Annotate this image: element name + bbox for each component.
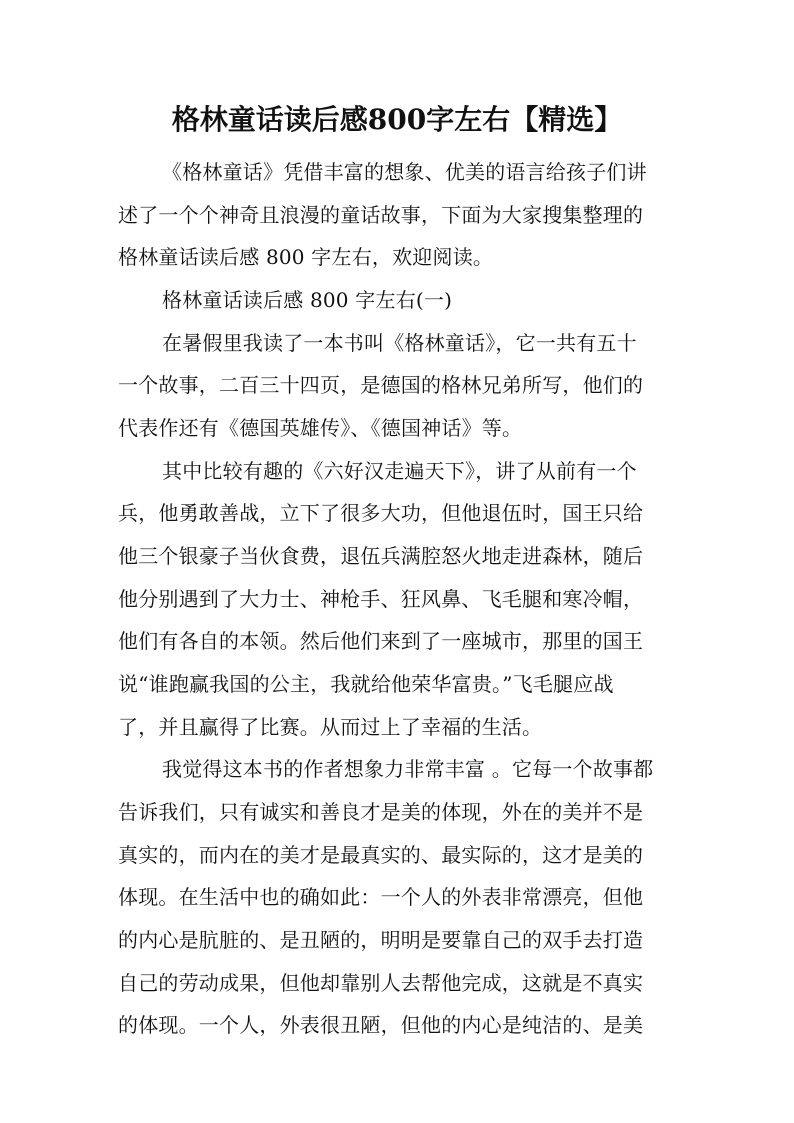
document-title: 格林童话读后感800字左右【精选】 <box>171 103 623 136</box>
paragraph-line: 体现。在生活中也的确如此：一个人的外表非常漂亮，但他 <box>118 885 644 909</box>
paragraph-line: 在暑假里我读了一本书叫《格林童话》，它一共有五十 <box>162 331 637 355</box>
paragraph-line: 的内心是肮脏的、是丑陋的，明明是要靠自己的双手去打造 <box>118 928 644 952</box>
paragraph-line: 他们有各自的本领。然后他们来到了一座城市，那里的国王 <box>118 629 644 653</box>
paragraph-line: 了，并且赢得了比赛。从而过上了幸福的生活。 <box>118 715 543 739</box>
paragraph-line: 他三个银豪子当伙食费，退伍兵满腔怒火地走进森林，随后 <box>118 544 644 568</box>
paragraph-line: 我觉得这本书的作者想象力非常丰富 。它每一个故事都 <box>162 757 654 781</box>
paragraph-line: 真实的，而内在的美才是最真实的、最实际的，这才是美的 <box>118 843 644 867</box>
paragraph-line: 《格林童话》凭借丰富的想象、优美的语言给孩子们讲 <box>162 160 647 184</box>
paragraph-line: 其中比较有趣的《六好汉走遍天下》，讲了从前有一个 <box>162 459 637 483</box>
paragraph-line: 述了一个个神奇且浪漫的童话故事，下面为大家搜集整理的 <box>118 203 644 227</box>
paragraph-line: 告诉我们，只有诚实和善良才是美的体现，外在的美并不是 <box>118 800 644 824</box>
paragraph-line: 代表作还有《德国英雄传》、《德国神话》等。 <box>118 416 523 440</box>
paragraph-line: 自己的劳动成果，但他却靠别人去帮他完成，这就是不真实 <box>118 971 644 995</box>
paragraph-line: 他分别遇到了大力士、神枪手、狂风鼻、飞毛腿和寒冷帽， <box>118 587 644 611</box>
paragraph-line: 一个故事，二百三十四页，是德国的格林兄弟所写，他们的 <box>118 373 644 397</box>
paragraph-line: 兵，他勇敢善战，立下了很多大功，但他退伍时，国王只给 <box>118 501 644 525</box>
paragraph-line: 说“谁跑赢我国的公主，我就给他荣华富贵。”飞毛腿应战 <box>118 672 614 696</box>
section-heading: 格林童话读后感 800 字左右(一) <box>162 288 453 312</box>
paragraph-line: 的体现。一个人，外表很丑陋，但他的内心是纯洁的、是美 <box>118 1013 644 1037</box>
paragraph-line: 格林童话读后感 800 字左右，欢迎阅读。 <box>118 245 494 269</box>
